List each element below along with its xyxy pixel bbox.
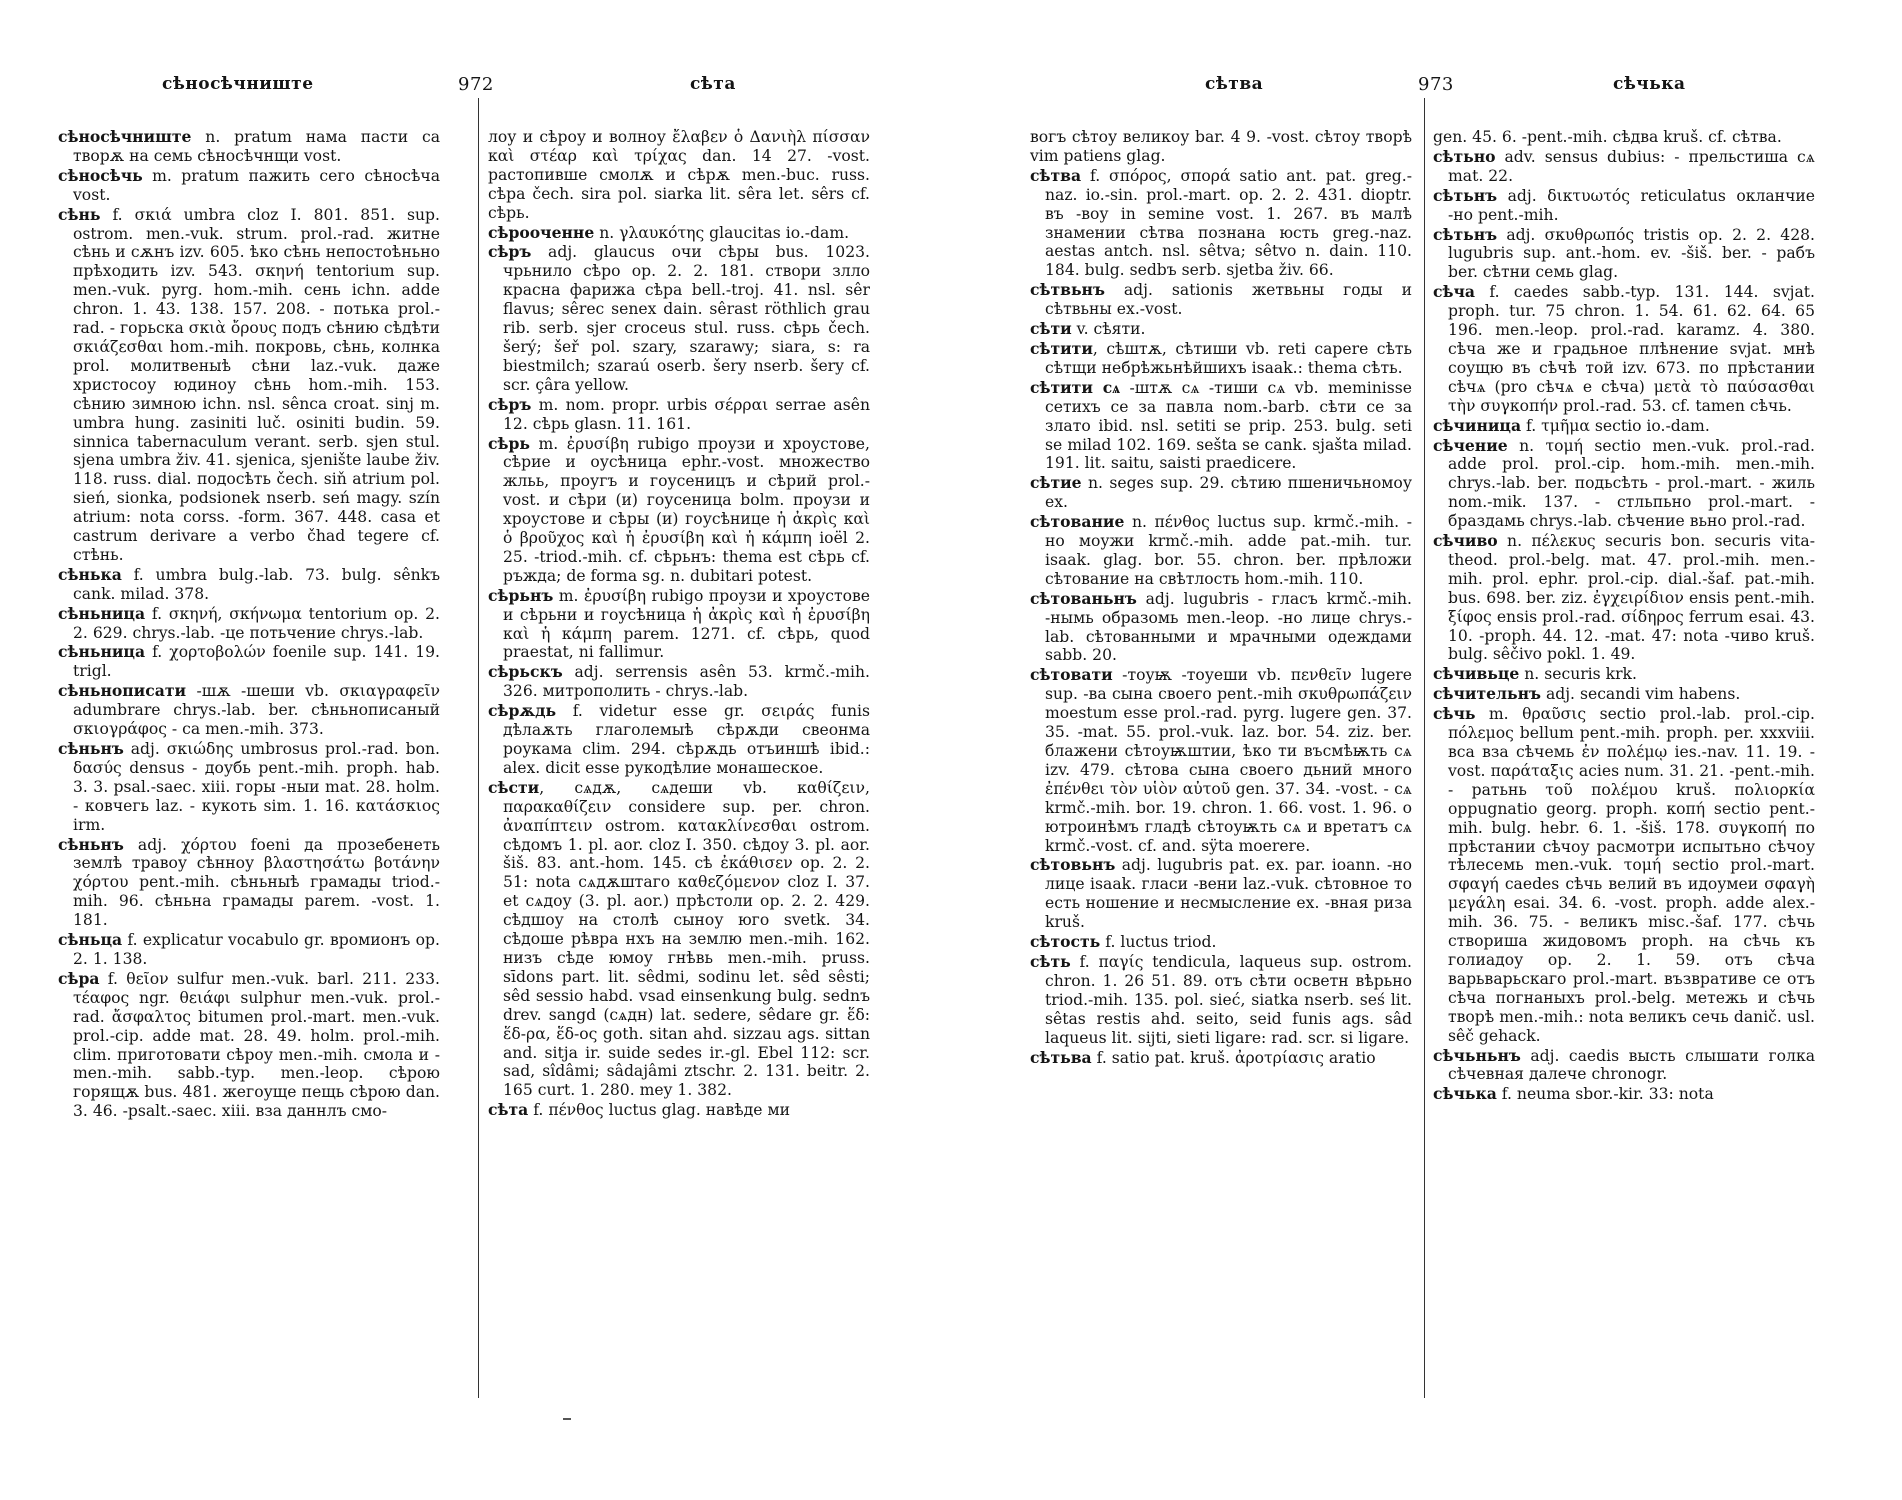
entry-headword: сѣтованьнъ bbox=[1030, 588, 1137, 608]
page-number: 972 bbox=[458, 74, 494, 95]
dictionary-entry bbox=[1030, 513, 1412, 589]
entry-headword: сѣтити bbox=[1030, 338, 1093, 358]
entry-headword: сѣньца bbox=[58, 930, 123, 950]
entry-definition: adj. σκυθρωπός tristis op. 2. 2. 428. lugubris sup. ant.-hom. ev. -šiš. ber. - рабъ ber. сѣтни семь glag. bbox=[1448, 225, 1815, 282]
entry-headword: сѣрьскъ bbox=[488, 662, 563, 682]
dictionary-entry bbox=[1030, 281, 1412, 319]
entry-headword: сѣтити сѧ bbox=[1030, 377, 1121, 397]
entry-headword: сѣтовати bbox=[1030, 665, 1113, 685]
entry-headword: сѣрѫдь bbox=[488, 701, 557, 721]
entry-headword: сѣчька bbox=[1433, 1084, 1497, 1104]
entry-headword: сѣньнописати bbox=[58, 681, 187, 701]
dictionary-entry bbox=[58, 931, 440, 969]
entry-headword: сѣть bbox=[1030, 951, 1071, 971]
entry-definition: f. σκιά umbra cloz I. 801. 851. sup. ostrom. men.-vuk. strum. prol.-rad. житне сѣнь и сѫнъ izv. 605. ѣко сѣнь непостоѣньно прѣходить izv. 543. σκηνή tentorium sup. men.-vuk. pyrg. hom.-mih. сень ichn. adde chron. 1. 43. 138. 157. 208. - потька prol.-rad. - горьска σκιὰ ὄρους подъ сѣнию сѣдѣти σκιάζεσθαι hom.-mih. покровь, сѣнь, колнка prol. молитвеныѣ сѣни laz.-vuk. даже христосоу юдиноу сѣнь hom.-mih. 153. сѣнию зимною ichn. nsl. sênca croat. sinj m. umbra hung. zasiniti luč. osiniti budin. 59. sinnica tabernaculum verant. serb. sjen stul. sjena umbra živ. 41. sjenica, sjenište laube živ. 118. russ. dial. подосѣть čech. siň atrium pol. sień, sionka, podsionek nserb. seń magy. szín atrium: nota corss. -form. 367. 448. casa et castrum derivare a verbo čhad tegere cf. стѣнь. bbox=[73, 205, 440, 564]
entry-definition: gen. 45. 6. -pent.-mih. сѣдва kruš. cf. сѣтва. bbox=[1433, 128, 1782, 146]
dictionary-entry bbox=[1433, 437, 1815, 532]
dictionary-entry bbox=[488, 663, 870, 701]
entry-headword: сѣньнъ bbox=[58, 834, 124, 854]
entry-definition: m. ἐρυσίβη rubigo проузи и хроустове и сѣрьни и гоусѣница ἡ ἀκρὶς καὶ ἡ ἐρυσίβη καὶ ἡ κάμπη parem. 1271. cf. сѣрь, quod praestat, ni fallimur. bbox=[503, 586, 870, 662]
entry-definition: n. πέλεκυς securis bon. securis vita-theod. prol.-belg. mat. 47. prol.-mih. men.-mih. prol. ephr. prol.-cip. dial.-šaf. pat.-mih. bus. 698. ber. ziz. ἐγχειρίδιον ensis pent.-mih. ξίφος ensis prol.-rad. σίδηρος ferrum esai. 43. 10. -proph. 44. 12. -mat. 47: nota -чиво kruš. bulg. sêčivo pokl. 1. 49. bbox=[1448, 532, 1815, 664]
entry-headword: сѣтьнъ bbox=[1433, 185, 1498, 205]
dictionary-entry bbox=[488, 702, 870, 778]
entry-headword: сѣрь bbox=[488, 433, 530, 453]
entry-definition: -шѫ -шеши vb. σκιαγραφεῖν adumbrare chrys.-lab. ber. сѣньнописаный σκιογράφος - са men.-mih. 373. bbox=[73, 682, 440, 739]
dictionary-entry bbox=[1433, 417, 1815, 436]
entry-definition: вогъ сѣтоу великоу bar. 4 9. -vost. сѣтоу творѣ vim patiens glag. bbox=[1030, 128, 1412, 165]
dictionary-entry bbox=[1030, 856, 1412, 932]
dictionary-entry bbox=[1433, 705, 1815, 1045]
entry-definition: n. pratum нама пасти са творѫ на семь сѣносѣчнщи vost. bbox=[73, 128, 440, 165]
dictionary-entry bbox=[488, 779, 870, 1100]
entry-headword: сѣньнъ bbox=[58, 739, 124, 758]
dictionary-entry bbox=[1030, 167, 1412, 280]
entry-definition: n. securis krk. bbox=[1519, 665, 1637, 684]
entry-definition: adj. secandi vim habens. bbox=[1540, 685, 1741, 704]
entry-definition: f. τμῆμα sectio io.-dam. bbox=[1521, 416, 1710, 435]
column-right bbox=[488, 128, 870, 1121]
entry-definition: f. σπόρος, σπορά satio ant. pat. greg.-naz. io.-sin. prol.-mart. op. 2. 2. 431. dioptr. въ -воу in semine vost. 1. 267. въ малѣ знамении сѣтва познана юсть greg.-naz. aestas antch. nsl. sêtva; sêtvo n. dain. 110. 184. bulg. sedbъ serb. sjetba živ. 66. bbox=[1045, 166, 1412, 280]
entry-definition: -тоуѭ -тоуеши vb. πενθεῖν lugere sup. -ва сына своего pent.-mih σκυθρωπάζειν moestum esse prol.-rad. pyrg. lugere gen. 37. 35. -mat. 55. prol.-vuk. laz. bor. 54. ziz. ber. блажени сѣтоуѭштии, ѣко ти въсмѣѭть сѧ izv. 479. сѣтова сына своего дьний много ἐπένθει τὸν υἱὸν αὐτοῦ gen. 37. 34. -vost. - сѧ krmč.-mih. bor. 19. chron. 1. 66. vost. 1. 96. о ютроинѣмъ гладѣ сѣтоуѭть сѧ и вретатъ сѧ krmč.-vost. cf. and. sÿta moerere. bbox=[1045, 666, 1412, 855]
dictionary-entry bbox=[488, 128, 870, 223]
entry-headword: сѣча bbox=[1433, 282, 1475, 302]
dictionary-entry bbox=[1030, 128, 1412, 166]
dictionary-entry bbox=[1030, 666, 1412, 855]
column-left bbox=[1030, 128, 1412, 1068]
running-head-left: сѣтва bbox=[1205, 74, 1264, 94]
dictionary-entry bbox=[1433, 226, 1815, 283]
entry-definition: f. πένθος luctus glag. навѣде ми bbox=[528, 1101, 790, 1120]
entry-headword: сѣтвьнъ bbox=[1030, 280, 1105, 300]
entry-headword: сѣчительнъ bbox=[1433, 684, 1541, 704]
entry-headword: сѣсти bbox=[488, 777, 540, 797]
entry-definition: m. nom. propr. urbis σέρραι serrae asên 12. сѣрь glasn. 11. 161. bbox=[503, 395, 870, 433]
entry-definition: лоу и сѣроу и волноу ἔλαβεν ὁ Δανιὴλ πίσσαν καὶ στέαρ καὶ τρίχας dan. 14 27. -vost. растопивше смолѫ и сѣрѫ men.-buc. russ. сѣра čech. sira pol. siarka lit. sêra let. sêrs cf. сѣрь. bbox=[488, 128, 870, 222]
entry-definition: -штѫ сѧ -тиши сѧ vb. meminisse сетихъ се за павла nom.-barb. сѣти се за злато ibid. nsl. setiti se prip. 253. bulg. seti se milad 102. 169. sešta se cank. sjašta milad. 191. lit. saitu, saisti praedicere. bbox=[1045, 378, 1412, 473]
dictionary-entry bbox=[488, 224, 870, 243]
entry-definition: f. neuma sbor.-kir. 33: nota bbox=[1496, 1085, 1714, 1104]
entry-headword: сѣрооченне bbox=[488, 222, 595, 242]
entry-headword: сѣтование bbox=[1030, 512, 1125, 532]
entry-definition: m. pratum пажить сего сѣносѣча vost. bbox=[73, 166, 440, 204]
dictionary-entry bbox=[58, 740, 440, 835]
entry-headword: сѣра bbox=[58, 968, 100, 988]
entry-definition: adj. lugubris - гласъ krmč.-mih. -нымь образомь men.-leop. -но лице chrys.-lab. сѣтованными и мрачными одеждами sabb. 20. bbox=[1045, 589, 1412, 665]
entry-headword: сѣта bbox=[488, 1100, 529, 1120]
column-divider bbox=[1424, 98, 1425, 1398]
entry-headword: сѣнька bbox=[58, 564, 122, 584]
dictionary-entry bbox=[488, 1101, 870, 1120]
entry-definition: , сѧдѫ, сѧдеши vb. καθίζειν, παρακαθίζειν considere sup. per. chron. ἀναπίπτειν ostrom. κατακλίνεσθαι ostrom. сѣдомъ 1. pl. aor. cloz I. 350. сѣдоу 3. pl. aor. šiš. 83. ant.-hom. 145. сѣ ἐκάθισεν op. 2. 2. 51: nota сѧдѫштаго καθεζόμενον cloz I. 37. et сѧдоу (3. pl. aor.) прѣстоли op. 2. 2. 429. сѣдшоу на столѣ сыноу юго svetk. 34. сѣдоше рѣвра нхъ на землю men.-mih. 162. низъ сѣде юмоу гнѣвь men.-mih. pruss. sīdons part. lit. sêdmi, sodinu let. sêd sêsti; sêd sessio habd. vsad einsenkung bulg. sednъ drev. sangd (сѧдн) lat. sedere, sêdare gr. ἕδ: ἕδ-ρα, ἕδ-ος goth. sitan ahd. sizzau ags. sittan and. sitja ir. suide sedes ir.-gl. Ebel 112: scr. sad, sîdâmi; sâdajâmi ztschr. 2. 131. beitr. 2. 165 curt. 1. 280. mey 1. 382. bbox=[503, 778, 870, 1100]
dictionary-entry bbox=[488, 587, 870, 663]
dictionary-entry bbox=[1030, 1049, 1412, 1068]
entry-definition: n. πένθος luctus sup. krmč.-mih. - но моужи krmč.-mih. adde pat.-mih. tur. isaak. glag. bor. 55. chron. ber. прѣложи сѣтование на свѣтлость hom.-mih. 110. bbox=[1045, 513, 1412, 588]
entry-definition: adj. lugubris pat. ex. par. ioann. -но лице isaak. гласи -вени laz.-vuk. сѣтовное то есть ношение и несмысление ex. -вная риза kruš. bbox=[1045, 856, 1412, 932]
running-head-right: сѣта bbox=[690, 74, 736, 94]
entry-definition: n. γλαυκότης glaucitas io.-dam. bbox=[594, 223, 850, 242]
entry-headword: сѣтьнъ bbox=[1433, 224, 1498, 244]
entry-headword: сѣньница bbox=[58, 603, 146, 623]
entry-headword: сѣръ bbox=[488, 242, 532, 262]
entry-headword: сѣтовьнъ bbox=[1030, 855, 1116, 875]
page-number: 973 bbox=[1418, 74, 1454, 95]
entry-headword: сѣчиво bbox=[1433, 531, 1498, 551]
dictionary-entry bbox=[1433, 532, 1815, 664]
dictionary-entry bbox=[58, 128, 440, 166]
entry-definition: , сѣштѫ, сѣтиши vb. reti capere сѣть сѣтщи небрѣжьнѣйшихъ isaak.: thema сѣть. bbox=[1045, 339, 1412, 377]
entry-headword: сѣносѣчь bbox=[58, 165, 143, 185]
entry-definition: f. σκηνή, σκήνωμα tentorium op. 2. 2. 629. chrys.-lab. -це потьчение chrys.-lab. bbox=[73, 604, 440, 642]
dictionary-entry bbox=[58, 970, 440, 1121]
entry-definition: adv. sensus dubius: - прельстиша сѧ mat. 22. bbox=[1448, 147, 1815, 185]
dictionary-entry bbox=[1433, 665, 1815, 684]
entry-headword: сѣчь bbox=[1433, 704, 1476, 724]
entry-definition: adj. χόρτου foeni да прозебенеть землѣ травоу сѣнноу βλαστησάτω βοτάνην χόρτου pent.-mih. сѣньныѣ грамады triod.-mih. 96. сѣньна грамады parem. -vost. 1. 181. bbox=[73, 835, 440, 930]
dictionary-entry bbox=[1030, 474, 1412, 512]
entry-definition: f. θεῖον sulfur men.-vuk. barl. 211. 233. τέαφος ngr. θειάφι sulphur men.-vuk. prol.-rad. ἄσφαλτος bitumen prol.-mart. men.-vuk. prol.-cip. adde mat. 28. 49. holm. prol.-mih. clim. приготовати сѣроу men.-mih. смола и - men.-mih. sabb.-typ. men.-leop. сѣрою горящѫ bus. 481. жегоуще пещь сѣрою dan. 3. 46. -psalt.-saec. xiii. вза даннлъ смо- bbox=[73, 969, 440, 1121]
dictionary-entry bbox=[58, 682, 440, 739]
dictionary-entry bbox=[1030, 379, 1412, 474]
entry-headword: сѣръ bbox=[488, 394, 532, 414]
dictionary-entry bbox=[1030, 933, 1412, 952]
running-head-right: сѣчька bbox=[1613, 74, 1686, 94]
entry-definition: adj. sationis жетвьны годы и сѣтвьны ex.-vost. bbox=[1045, 281, 1412, 319]
right-page bbox=[951, 0, 1902, 1500]
page-header bbox=[0, 74, 951, 104]
entry-definition: adj. serrensis asên 53. krmč.-mih. 326. митрополить - chrys.-lab. bbox=[503, 663, 870, 701]
dictionary-entry bbox=[1433, 1085, 1815, 1104]
entry-headword: сѣтьно bbox=[1433, 146, 1496, 166]
entry-definition: f. luctus triod. bbox=[1100, 933, 1217, 952]
dictionary-entry bbox=[58, 836, 440, 931]
dictionary-entry bbox=[1030, 340, 1412, 378]
entry-definition: f. παγίς tendicula, laqueus sup. ostrom. chron. 1. 26 51. 89. отъ сѣти осветн вѣрьно triod.-mih. 135. pol. sieć, siatka nserb. seś lit. sêtas restis ahd. seito, seid funis ags. sâd laqueus lit. sijti, sieti ligare: rad. scr. si ligare. bbox=[1045, 952, 1412, 1047]
entry-definition: v. сѣяти. bbox=[1071, 320, 1146, 339]
entry-headword: сѣтие bbox=[1030, 473, 1082, 493]
entry-headword: сѣчиница bbox=[1433, 415, 1522, 435]
entry-definition: adj. σκιώδης umbrosus prol.-rad. bon. δασύς densus - доубь pent.-mih. proph. hab. 3. 3. psal.-saec. xiii. горы -ныи mat. 28. holm. - ковчегь laz. - кукоть sim. 1. 16. κατάσκιος irm. bbox=[73, 740, 440, 834]
entry-definition: adj. caedis высть слышати голка сѣчевная далече chronogr. bbox=[1448, 1046, 1815, 1084]
page-header bbox=[951, 74, 1902, 104]
entry-headword: сѣчение bbox=[1433, 435, 1508, 455]
entry-headword: сѣтость bbox=[1030, 932, 1101, 952]
dictionary-entry bbox=[1030, 320, 1412, 339]
dictionary-entry bbox=[1433, 1047, 1815, 1085]
entry-definition: f. videtur esse gr. σειράς funis дѣлаѫть глаголемыѣ сѣрѫди свеонма роукама clim. 294. сѣрѫдь отъиншѣ ibid.: alex. dicit esse рукодѣлие монашеское. bbox=[503, 702, 870, 777]
dictionary-entry bbox=[488, 243, 870, 394]
dictionary-entry bbox=[58, 643, 440, 681]
entry-headword: сѣтьва bbox=[1030, 1047, 1092, 1067]
column-divider bbox=[478, 98, 479, 1398]
entry-definition: adj. δικτυωτός reticulatus окланчие -но pent.-mih. bbox=[1448, 186, 1815, 224]
running-head-left: сѣносѣчниште bbox=[162, 74, 314, 94]
entry-headword: сѣносѣчниште bbox=[58, 127, 192, 146]
entry-definition: n. τομή sectio men.-vuk. prol.-rad. adde prol. prol.-cip. hom.-mih. men.-mih. chrys.-lab. ber. подьсѣть - prol.-mart. - жиль nom.-mik. 137. - стльпьно prol.-mart. - браздамь chrys.-lab. сѣчение вьно prol.-rad. bbox=[1448, 436, 1815, 531]
column-left bbox=[58, 128, 440, 1122]
dictionary-entry bbox=[1433, 148, 1815, 186]
dictionary-entry bbox=[58, 605, 440, 643]
entry-definition: f. caedes sabb.-typ. 131. 144. svjat. proph. tur. 75 chron. 1. 54. 61. 62. 64. 65 196. men.-leop. prol.-rad. karamz. 4. 380. сѣча же и градьное плѣнение svjat. мнѣ соущю въ сѣчѣ той izv. 673. по прѣстании сѣчѧ (pro сѣчѧ e сѣча) μετὰ τὸ παύσασθαι τὴν συγκοπήν prol.-rad. 53. cf. tamen сѣчь. bbox=[1448, 283, 1815, 415]
dictionary-entry bbox=[1030, 590, 1412, 666]
entry-headword: сѣрьнъ bbox=[488, 585, 554, 605]
column-right bbox=[1433, 128, 1815, 1105]
dictionary-entry bbox=[1030, 953, 1412, 1048]
entry-definition: m. ἐρυσίβη rubigo проузи и хроустове, сѣрие и оусѣница ephr.-vost. множество жльь, проугъ и гоусеницъ и сѣрий prol.-vost. и сѣри (и) гоусеница bolm. проузи и хроустове и сѣры (и) гоусѣнице ἡ ἀκρὶς καὶ ὁ βροῦχος καὶ ἡ ἐρυσίβη καὶ ἡ κάμπη ioёl 2. 25. -triod.-mih. cf. сѣрьнъ: thema est сѣрь cf. ръжда; de forma sg. n. dubitari potest. bbox=[503, 434, 870, 585]
entry-headword: сѣтва bbox=[1030, 165, 1082, 185]
entry-headword: сѣньница bbox=[58, 642, 146, 662]
dictionary-entry bbox=[1433, 128, 1815, 147]
dictionary-entry bbox=[488, 396, 870, 434]
entry-definition: adj. glaucus очи сѣры bus. 1023. чрьнило сѣро op. 2. 2. 181. створи злло красна фарижа сѣра bell.-troj. 41. nsl. sêr flavus; sêrec senex dain. sêrast röthlich grau rib. serb. sjer croceus stul. russ. сѣрь čech. šerý; šeř pol. szary, szarawy; siara, s: ra biestmilch; szaraú oserb. šery nserb. šery cf. scr. çâra yellow. bbox=[503, 243, 870, 394]
entry-definition: f. χορτοβολών foenile sup. 141. 19. trigl. bbox=[73, 643, 440, 681]
dictionary-entry bbox=[58, 206, 440, 565]
dictionary-entry bbox=[1433, 685, 1815, 704]
dictionary-entry bbox=[58, 167, 440, 205]
dictionary-entry bbox=[58, 566, 440, 604]
entry-headword: сѣчьньнъ bbox=[1433, 1045, 1521, 1065]
entry-definition: f. explicatur vocabulo gr. вромионъ op. 2. 1. 138. bbox=[73, 931, 440, 968]
dictionary-entry bbox=[488, 435, 870, 586]
dictionary-entry bbox=[1433, 187, 1815, 225]
entry-headword: сѣнь bbox=[58, 204, 101, 224]
dictionary-entry bbox=[1433, 283, 1815, 415]
entry-definition: f. satio pat. kruš. ἀροτρίασις aratio bbox=[1091, 1048, 1376, 1067]
entry-definition: n. seges sup. 29. сѣтию пшеничьномоу ex. bbox=[1045, 474, 1412, 512]
page-footer-mark bbox=[563, 1418, 571, 1420]
entry-definition: f. umbra bulg.-lab. 73. bulg. sênkъ cank. milad. 378. bbox=[73, 565, 440, 603]
entry-headword: сѣти bbox=[1030, 319, 1072, 339]
entry-headword: сѣчивьце bbox=[1433, 664, 1520, 684]
entry-definition: m. θραῦσις sectio prol.-lab. prol.-cip. πόλεμος bellum pent.-mih. proph. per. xxxviii. вса вза сѣчемь ἐν πολέμῳ ies.-nav. 11. 19. -vost. παράταξις acies num. 31. 21. -pent.-mih. - ратьнь τοῦ πολέμου kruš. πολιορκία oppugnatio georg. proph. κοπή sectio pent.-mih. bulg. hebr. 6. 1. -šiš. 178. συγκοπή по прѣстании сѣчоу расмотри испытьно сѣчоу тѣлесемь men.-vuk. τομή sectio prol.-mart. σφαγή caedes сѣчь велий въ идоумеи σφαγὴ μεγάλη esai. 34. 6. -vost. proph. adde alex.-mih. 36. 75. - великъ misc.-šaf. 177. сѣчь створиша жидовомъ proph. на сѣчь къ голиадоу op. 2. 1. 59. отъ сѣча варьварьскаго prol.-mart. възвративе се отъ сѣча погнаныхъ prol.-belg. метежь и сѣчь творѣ men.-mih.: nota великъ сечь danič. usl. sêč gehack. bbox=[1448, 705, 1815, 1045]
